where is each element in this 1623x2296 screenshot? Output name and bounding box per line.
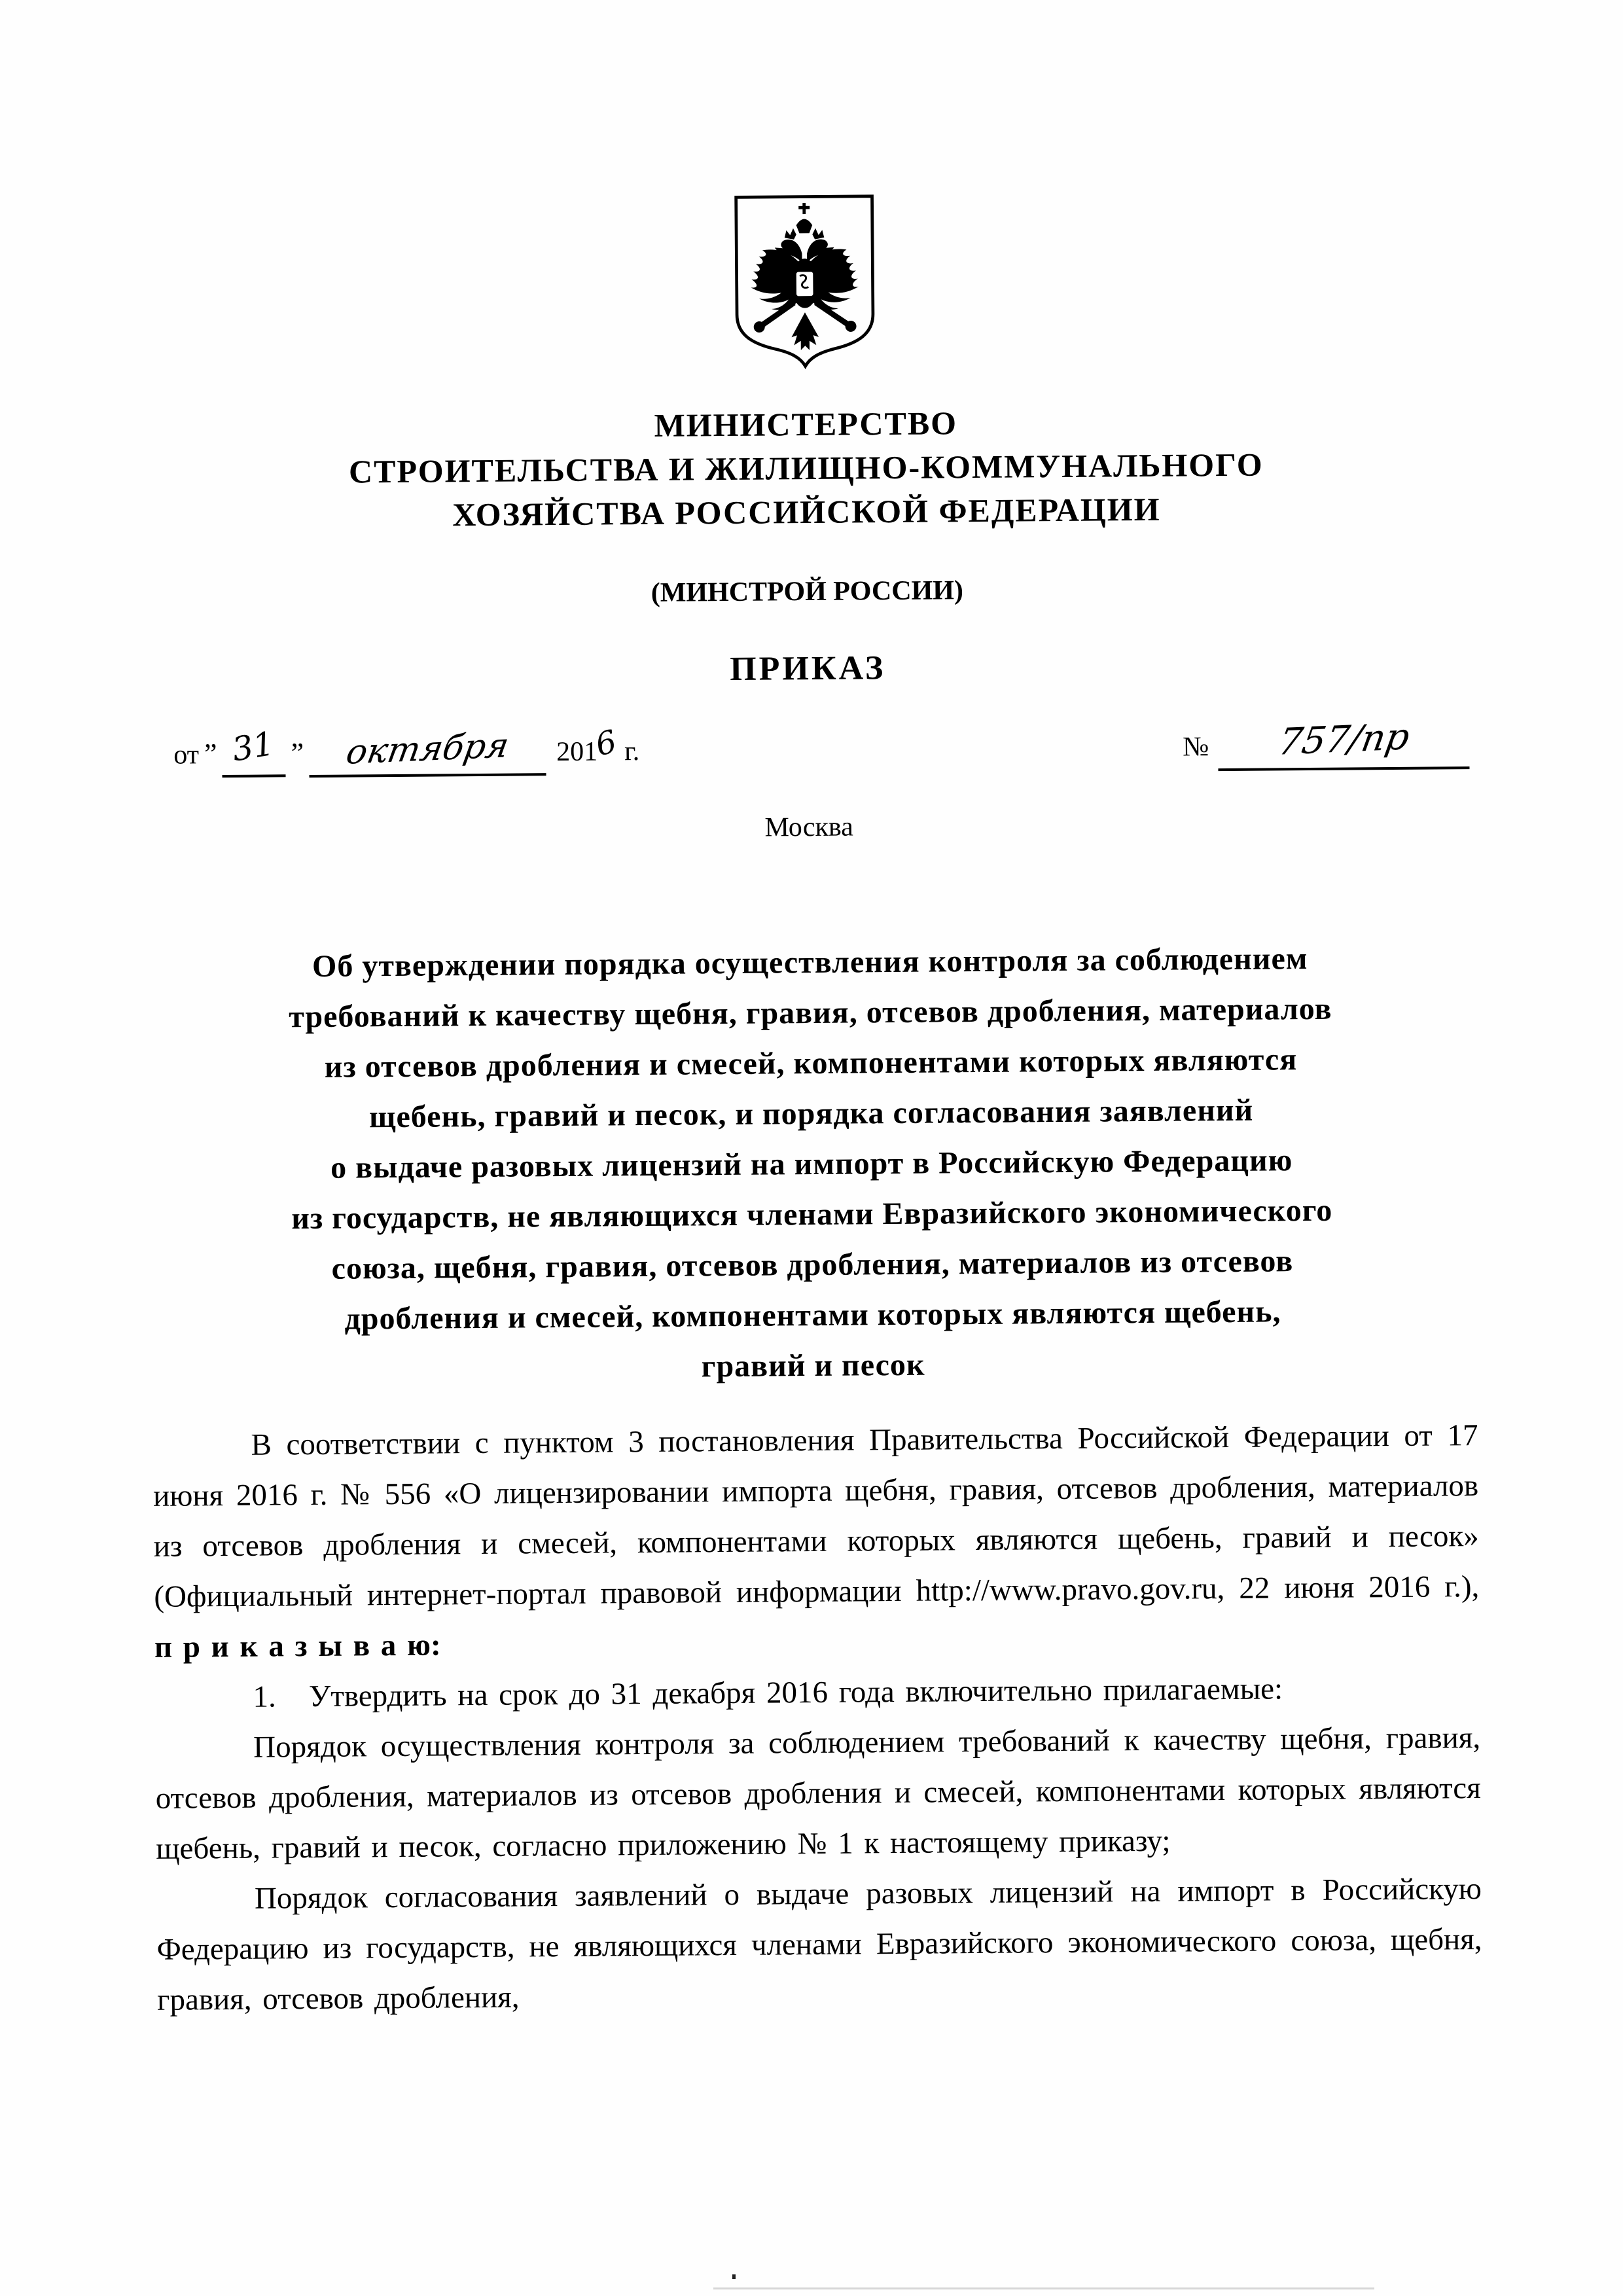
order-body (152, 1410, 1482, 2026)
handwritten-month: октября (343, 726, 512, 772)
document-type-heading: ПРИКАЗ (729, 649, 886, 688)
number-field (1182, 715, 1470, 771)
day-blank-line (222, 724, 286, 778)
order-title-line: из отсевов дробления и смесей, компонентами которых являются (324, 1042, 1298, 1085)
order-title-line: о выдаче разовых лицензий на импорт в Российскую Федерацию (330, 1143, 1293, 1185)
ministry-short-name: (МИНСТРОЙ РОССИИ) (651, 575, 964, 608)
ministry-name-line: МИНИСТЕРСТВО (654, 404, 958, 444)
ministry-name (0, 396, 1618, 540)
year-printed: 201 (556, 736, 598, 768)
order-title (162, 932, 1461, 1396)
order-title-line: из государств, не являющихся членами Евразийского экономического (291, 1193, 1333, 1236)
russia-coat-of-arms-icon (730, 191, 880, 372)
close-quote: ” (291, 737, 304, 770)
handwritten-year-digit: 6 (592, 723, 620, 764)
date-field (173, 723, 640, 779)
annex-2-paragraph: Порядок согласования заявлений о выдаче разовых лицензий на импорт в Российскую Федерацию из государств, не являющихся членами Евразийского экономического союза, щебня, гравия, отсевов дробления, (156, 1871, 1482, 2017)
order-title-line: Об утверждении порядка осуществления контроля за соблюдением (312, 941, 1308, 984)
order-title-line: дробления и смесей, компонентами которых являются щебень, (344, 1294, 1281, 1336)
place-line: Москва (764, 812, 853, 843)
open-quote: ” (204, 738, 217, 770)
preamble-text: В соответствии с пунктом 3 постановления Правительства Российской Федерации от 17 июня 2016 г. № 556 «О лицензировании импорта щебня, гравия, отсевов дробления, материалов из отсевов дробления и смесей, компонентами которых являются щебень, гравий и песок» (Официальный интернет-портал правовой информации http://www.pravo.gov.ru, 22 июня 2016 г.), (152, 1418, 1480, 1614)
order-title-line: щебень, гравий и песок, и порядка согласования заявлений (368, 1092, 1254, 1135)
date-prefix-label: от (173, 740, 200, 770)
handwritten-day: 31 (229, 724, 277, 769)
handwritten-number: 757/пр (1275, 715, 1413, 764)
scan-artifact-dot (732, 2274, 736, 2279)
number-blank-line (1218, 715, 1470, 771)
year-suffix: г. (624, 736, 640, 767)
ministry-name-line: СТРОИТЕЛЬСТВА И ЖИЛИЩНО-КОММУНАЛЬНОГО (348, 446, 1264, 490)
order-title-line: союза, щебня, гравия, отсевов дробления, материалов из отсевов (331, 1244, 1294, 1286)
preamble-paragraph (152, 1410, 1480, 1673)
scan-artifact-line (713, 2287, 1374, 2289)
order-title-line: требований к качеству щебня, гравия, отсевов дробления, материалов (289, 991, 1332, 1035)
order-title-line: гравий и песок (701, 1347, 925, 1384)
number-label: № (1182, 732, 1209, 762)
prikazyvayu-word: п р и к а з ы в а ю: (154, 1628, 441, 1664)
month-blank-line (309, 726, 546, 778)
item-1-paragraph: 1. Утвердить на срок до 31 декабря 2016 года включительно прилагаемые: (253, 1672, 1283, 1714)
ministry-name-line: ХОЗЯЙСТВА РОССИЙСКОЙ ФЕДЕРАЦИИ (452, 490, 1161, 533)
annex-1-paragraph: Порядок осуществления контроля за соблюдением требований к качеству щебня, гравия, отсевов дробления, материалов из отсевов дробления и смесей, компонентами которых являются щебень, гравий и песок, согласно приложению № 1 к настоящему приказу; (155, 1721, 1481, 1866)
date-number-row (173, 715, 1470, 780)
